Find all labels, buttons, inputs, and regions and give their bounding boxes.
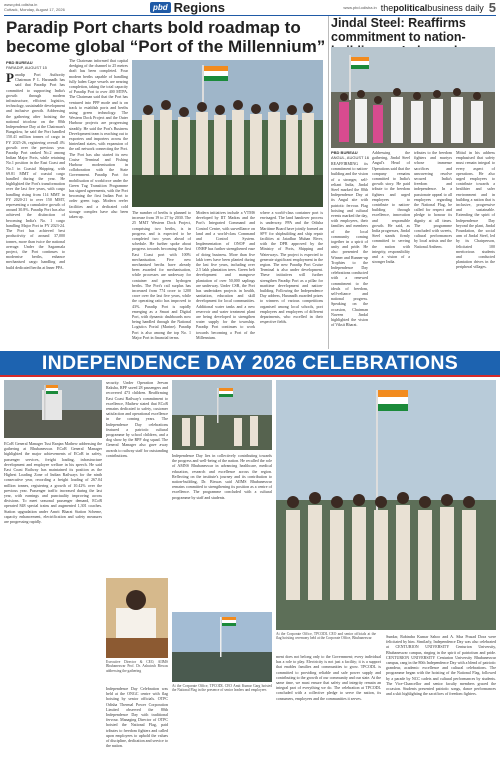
photo-ecor-ceremony bbox=[4, 380, 102, 438]
section-name: Regions bbox=[173, 0, 225, 15]
caption-aiims: Executive Director & CEO, AIIMS Bhubaneswar Prof. Dr. Ashutosh Biswas addressing the gathering bbox=[106, 660, 168, 673]
banner-title: INDEPENDENCE DAY 2026 CELEBRATIONS bbox=[41, 351, 459, 374]
paper-rest-name: business daily bbox=[427, 2, 484, 13]
byline-source-jindal: PBD BUREAU bbox=[331, 150, 358, 155]
tpcodl-photo-svg bbox=[172, 380, 272, 450]
paradip-text-5: where a world-class container port is envisaged. The land handover process is underway. PPA and the Odisha Maritime Board have jointly formed an SPV for shipbuilding and ship repair facilities at Jatadhar Muhan River, with the DPR approved by the Ministry of Ports, Shipping and Waterways. The project is expected to generate significant employment in the region. The new Paradip Port Cruise Terminal is also under development. These initiatives will further strengthen Paradip Port as a pillar for maritime development and nation-building. Following the Independence Day address, Haranadh awarded prizes to winners of various competitions organised among local schools, port employees and employees of different departments, who excelled in their respective fields. bbox=[260, 210, 323, 325]
paradip-text-2: The Chairman informed that capital dredging of the channel to 25 metres draft has been completed. Four modern berths capable of handling fully laden Cape vessels are nearing completion, taking the total capacity of Paradip Port to over 400 MTPA. The Chairman said that the Port has ventured into PPP mode and is on track to establish ports and berths using green technology. The Western Dock Project and the Outer Harbour projects are progressing steadily. He said the Port's Business Development team is reaching out to exporters and importers across the hinterland states, with expansion of the rail network connecting the Port. The Port has also started its new Cruise Terminal and Fishing Harbour modernisation in collaboration with the State Government. Paradip Port for mobilisation of workforce under the Green Tug Transition Programme has signed agreements, with the Port becoming the first Indian Port to order green tugs. Modern reefer facilities and a dedicated cold storage complex have also been taken up. bbox=[69, 58, 128, 220]
aiims-photo-svg bbox=[106, 578, 168, 658]
photo-tpcodl-group bbox=[276, 380, 496, 630]
article-aiims bbox=[172, 453, 272, 608]
photo-aiims-director bbox=[106, 578, 168, 658]
article-ecor-continued bbox=[106, 380, 168, 575]
paper-bold-name: political bbox=[393, 2, 428, 13]
masthead-right bbox=[300, 1, 496, 14]
jindal-text-1: REAFFIRMING its commitment to nation-building and the vision of a stronger, self-reliant India, Jindal Steel marked the 80th Independence Day at its Angul site with patriotic fervour. Flag hoisting and cultural events marked the day, with employees, their families and members of the local community coming together in a spirit of unity and pride. He also presented the Winner and Runner-up Trophies to the Independence Day celebrations conducted with a renewed commitment to the ideals of freedom, self-reliance and national progress. Speaking on the occasion, Chairman Naveen Jindal highlighted the vision of Viksit Bharat. bbox=[331, 161, 368, 328]
pbd-logo-mark: pbd bbox=[150, 2, 171, 13]
photo-tpcodl-ceremony bbox=[172, 380, 272, 450]
photo-tpcodl-corporate bbox=[172, 612, 272, 682]
article-jindal-col3 bbox=[414, 150, 452, 348]
ecor-photo-svg bbox=[4, 380, 102, 438]
article-paradip-col4 bbox=[196, 210, 255, 348]
article-paradip-col1 bbox=[6, 72, 65, 348]
column-separator bbox=[328, 16, 329, 349]
page-number: 5 bbox=[488, 0, 496, 15]
caption-tpcodl: At the Corporate Office, TPCODL CEO Amit Kumar Garg hoisted the National Flag in the presence of senior leaders and employees bbox=[172, 684, 272, 693]
jindal-text-4: Mittal in his address emphasised that safety must remain integral to every aspect of operations. He also urged employees to contribute towards a healthier and safer environment and in building a nation that is inclusive, progressive and sustainable. Extending the spirit of Independence Day beyond the plant, Jindal Foundation, the social arm of Jindal Steel, led by its Chairperson, felicitated 100 meritorious students and conducted plantation drives in the peripheral villages. bbox=[456, 150, 495, 270]
photo-jindal-ceremony bbox=[331, 47, 495, 148]
paper-prefix: the bbox=[380, 2, 394, 13]
article-paradip-col2 bbox=[69, 58, 128, 348]
website-url[interactable]: www.pbd.odisha.in bbox=[4, 2, 38, 7]
ecor-text-2: security. Under Operation Jeevan Raksha, RPF saved 28 passengers and recovered 473 children. Reaffirming East Coast Railway's commitment to excellence, Mathew stated that ECoR remains dedicated to safety, customer satisfaction and operational excellence in the coming years. The Independence Day celebrations featured a patriotic cultural programme by school children, and a dog show by the RPF dog squad. The General Manager also gave away awards to railway staff for outstanding contributions. bbox=[106, 380, 168, 458]
article-paradip-col3 bbox=[132, 210, 191, 348]
article-aiims-extra bbox=[106, 686, 168, 769]
headline-paradip: Paradip Port charts bold roadmap to become global “Port of the Millennium” bbox=[6, 18, 326, 56]
photo-paradip-ceremony bbox=[132, 60, 323, 207]
article-centurion bbox=[386, 634, 496, 769]
article-jindal-col2 bbox=[372, 150, 410, 348]
dropcap: P bbox=[6, 72, 14, 85]
ecor-text: ECoR General Manager Tusi Ranjan Mathew addressing the gathering at Bhubaneswar. ECoR General Manager highlighted the major achievements of ECoR in safety, passenger services, freight loading, infrastructure development and employee welfare in his speech. He said East Coast Railway has maintained its position as the Highest Loading Zone of Indian Railways for the ninth consecutive year, recording a freight loading of 267.04 million tonnes, registering a growth of 10.42% over the previous year. Passenger traffic increased during the last year, with earnings and punctuality improving across divisions. To meet seasonal passenger demand, ECoR operated 848 special trains and augmented 1,301 coaches. Station upgradation under Amrit Bharat Station Scheme, capacity enhancement, electrification and safety measures are progressing rapidly. bbox=[4, 441, 102, 525]
byline-place: PARADIP, AUGUST 15 bbox=[6, 65, 47, 70]
byline-source: PBD BUREAU bbox=[6, 60, 33, 65]
corporate-photo-svg bbox=[172, 612, 272, 682]
website-url-right[interactable]: www.pbd.odisha.in bbox=[343, 5, 377, 10]
jindal-photo-svg bbox=[331, 47, 495, 148]
section-banner bbox=[0, 351, 500, 375]
centurion-text: Sundar, Rabindra Kumar Sahoo and A. Siba Prasad Dora were felicitated by him. Similarly, Independence Day was also celebrated at CENTURION UNIVERSITY Centurion University, Bhubaneswar campus, ringing in the spirit of patriotism and pride. CENTURION UNIVERSITY Centurion University Bhubaneswar campus, rang in the 80th Independence Day with a blend of patriotic grandeur, academic excellence and cultural celebrations. The programme began with the hoisting of the National Flag, followed by a parade by NCC cadets and cultural performances by students. The Vice-Chancellor and senior faculty members graced the occasion. Students presented patriotic songs, dance performances and a skit highlighting the sacrifices of freedom fighters. bbox=[386, 634, 496, 697]
paradip-text-4: Modern initiatives include a VTMS developed by IIT Madras and the Port's Integrated Command and Control Centre, with surveillance on land and a world-class Command and Control System. Implementation of ONOP and ONHP has further strengthened ease of doing business. More than five lakh trees have been planted during the last five years, including over 2.5 lakh plantation trees. Green belt development and mangrove plantation of over 50,000 saplings are underway. Under CSR, the Port has undertaken projects in health, sanitation, education and skill development for local communities. Additional water tanks and a new reservoir and water treatment plant are being developed to strengthen water supply for the township. Paradip Port continues to work towards becoming a Port of the Millennium. bbox=[196, 210, 255, 340]
group-photo-svg bbox=[276, 380, 496, 630]
article-jindal-col1 bbox=[331, 161, 368, 348]
masthead bbox=[0, 0, 500, 15]
article-jindal-col4 bbox=[456, 150, 495, 348]
article-tpcodl bbox=[276, 654, 381, 769]
byline-paradip bbox=[6, 60, 47, 70]
paradip-text-1: aradip Port Authority Chairman P L Haranadh has said that Paradip Port has committed to supporting India's growth through modern infrastructure, efficient logistics, technology, sustainable development and inclusive growth. Addressing the gathering after hoisting the national tricolour on the 80th Independence Day at the Chairman's Bungalow, he said the Port handled 150.41 million tonnes of cargo in FY 2025-26, registering overall 4% growth over the previous year. Paradip Port ranked No.2 among Indian Major Ports, while retaining No.1 position in the East Coast and No.1 in Coastal Shipping, with 69.81 MMT of coastal cargo handled during the year. He highlighted the Port's transformation over the last five years, with cargo handling rising from 114 MMT in FY 2020-21 to over 150 MMT, representing a cumulative growth of around 30.8%. Paradip Port has also achieved the distinction of becoming India's No. 1 cargo handling Major Port in FY 2023-24. The Port has achieved best productivity of around 37,000 tonnes, more than twice the national average. Under the Sagarmala project, the Port continues to modernise berths, enhance mechanised cargo handling and build dedicated berths at Inner PPA. bbox=[6, 72, 65, 270]
aiims-extra-text: Independence Day Celebration was held at the ONGC centre with flag hoisting by senior officials. OTPC Odisha Thermal Power Corporation Limited observed the 80th Independence Day with traditional fervour. Managing Director of OTPC hoisted the National Flag, paid tributes to freedom fighters and called upon employees to uphold the values of discipline, dedication and service to the nation. bbox=[106, 686, 168, 749]
caption-tpcodl-group: At the Corporate Office, TPCODL CEO and senior officials at the flag hoisting ceremony held at the Corporate Office, Bhubaneswar bbox=[276, 632, 376, 641]
article-paradip-col5 bbox=[260, 210, 323, 348]
headline-jindal: Jindal Steel: Reaffirms commitment to nation- bbox=[331, 16, 466, 44]
dateline: Cuttack, Monday, August 17, 2026 bbox=[4, 7, 65, 12]
aiims-text: Independence Day lies in collectively contributing towards the progress and well-being of the nation. He recalled the role of AMNS Bhubaneswar in advancing healthcare, medical education, research and excellence across the region. Reflecting on the institute's journey and its contribution to nation-building, Dr. Biswas said AIIMS Bhubaneswar remains committed to strengthening its position as a centre of excellence. The programme concluded with a cultural programme by staff and students. bbox=[172, 453, 272, 500]
section-logo bbox=[150, 0, 225, 14]
article-ecor bbox=[4, 441, 102, 769]
jindal-text-3: tributes to the freedom fighters and martyrs whose immense sacrifices and unwavering resolve secured India's freedom and independence. In a passionate appeal to all employees regarding the National Flag, he called for respect and pledge to honour its dignity at all times. The programme concluded with sweets, cultural performances by local artists and the National Anthem. bbox=[414, 150, 452, 249]
banner-underline bbox=[0, 375, 500, 377]
byline-jindal bbox=[331, 150, 369, 160]
masthead-left bbox=[4, 2, 65, 12]
paradip-photo-svg bbox=[132, 60, 323, 207]
paradip-text-3: The number of berths is planned to increase from 19 to 27 by 2030. The 25 MMT Western Dock Project, comprising two berths, is in progress and is expected to be completed two years ahead of schedule. He further spoke about progress towards becoming the first East Coast port with 100% mechanisation. Five new mechanised berths have already been awarded for mechanisation, while processes are underway for container and green hydrogen berths. The Port's rail surplus has increased from 774 crore to 1200 crore over the last five years, while the operating ratio has improved to 43%. Paradip Port is rapidly emerging as a Smart and Digital Port, with dynamic dashboards now being handled through the National Logistics Portal (Marine). Paradip Port is also among the top No. 1 Major Port in financial terms. bbox=[132, 210, 191, 340]
tpcodl-text: ment does not belong only to the Government; every individual has a role to play. Electricity is not just a facility; it is a support that enables families and communities to grow. TPCODL is committed to providing reliable and safe power supply and contributing to the growth of our community and our state. At the same time, we must ensure that safety and integrity remain an integral part of everything we do. The celebration at TPCODL concluded with a collective pledge to serve the nation, its consumers, employees and the communities it serves. bbox=[276, 654, 381, 701]
jindal-text-2: Addressing the gathering, Jindal Steel Angul's Head of Operations said that the company remains committed to India's growth story. He paid tribute to the freedom fighters and urged employees to contribute to nation-building through excellence, innovation and responsible growth. He said, as India progresses, Jindal Steel stands firmly committed to serving the nation with integrity, responsibility and a vision of a stronger India. bbox=[372, 150, 410, 265]
byline-place-jindal: ANGUL, AUGUST 16 bbox=[331, 155, 369, 160]
